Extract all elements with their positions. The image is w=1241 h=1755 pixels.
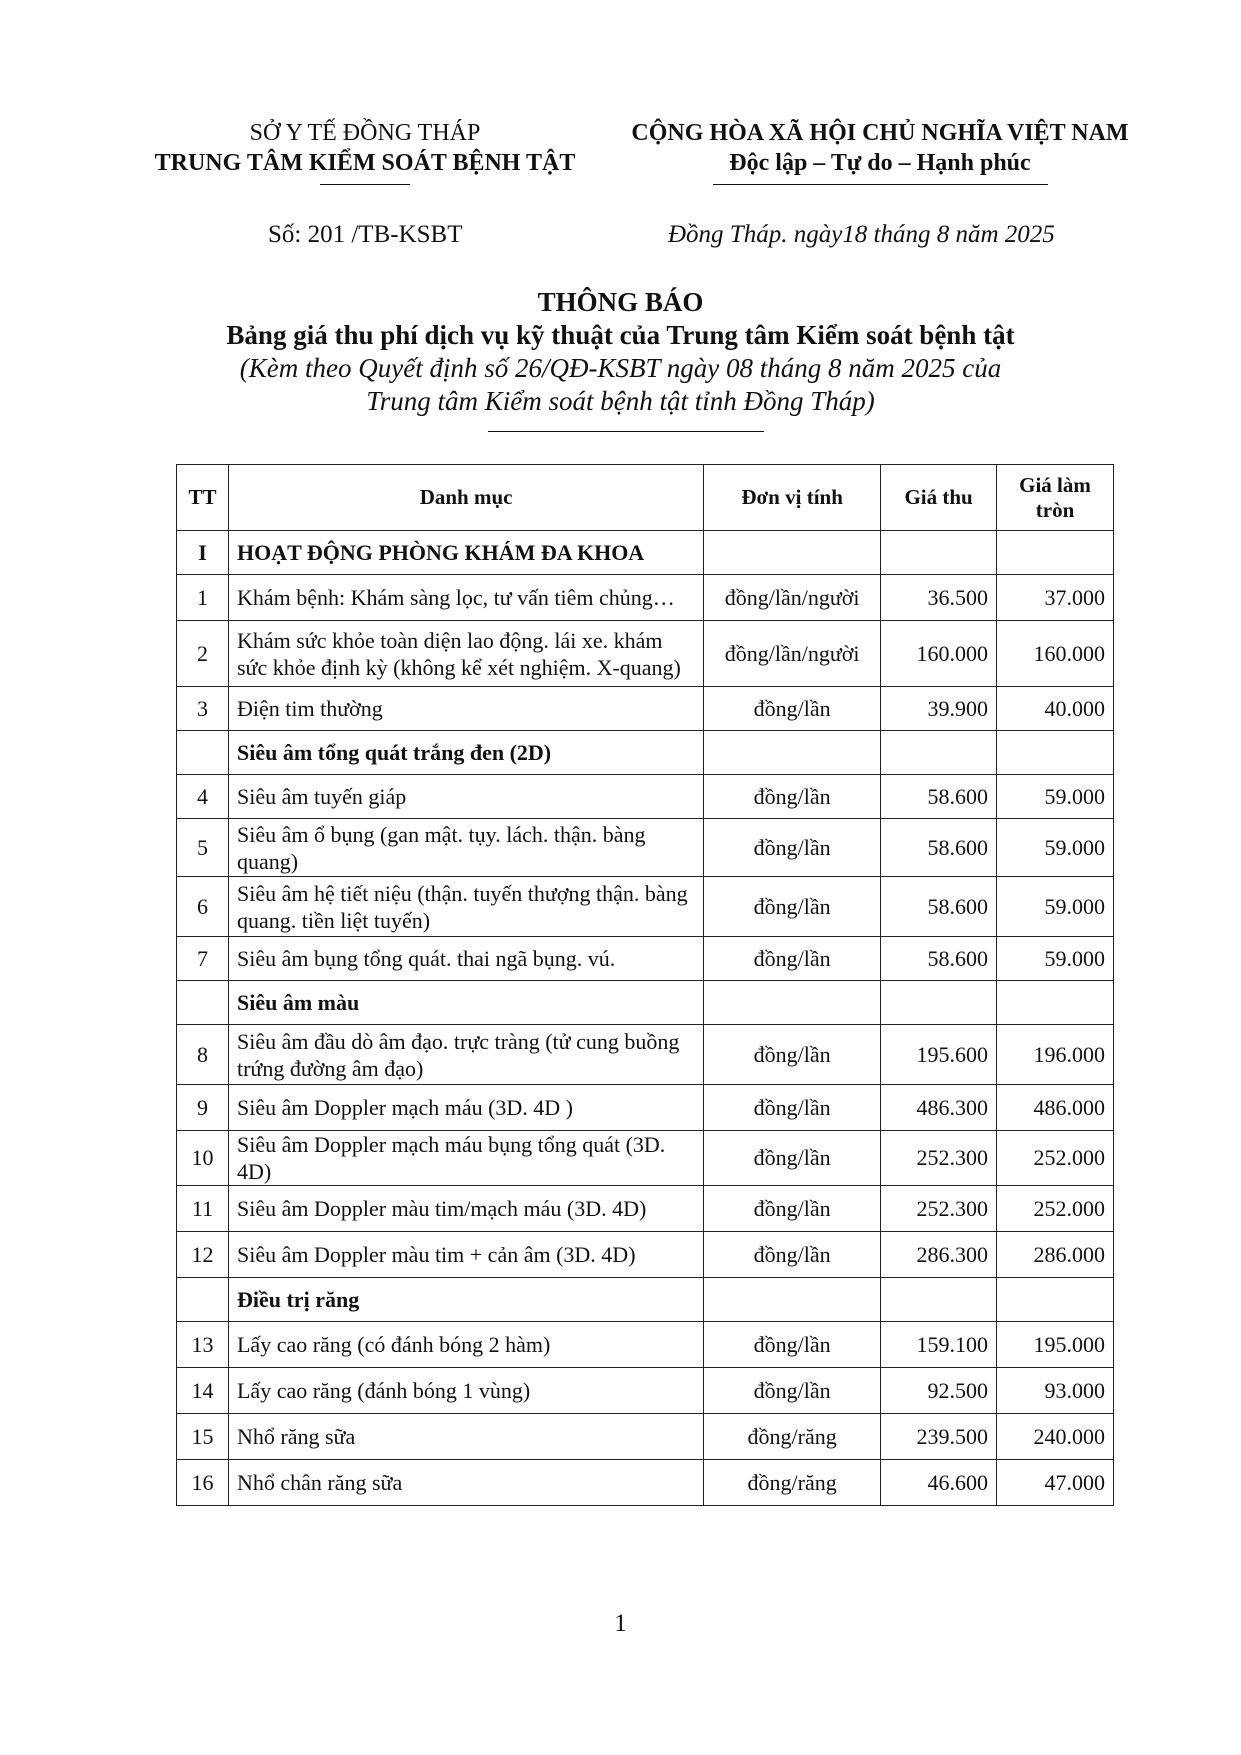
issuer-block	[130, 118, 600, 185]
cell-rounded	[997, 531, 1114, 575]
cell-unit: đồng/lần	[704, 819, 881, 877]
cell-rounded: 486.000	[997, 1085, 1114, 1131]
cell-price: 252.300	[881, 1131, 997, 1186]
cell-tt: 16	[177, 1460, 229, 1506]
cell-unit	[704, 531, 881, 575]
cell-price: 39.900	[881, 687, 997, 731]
cell-tt: 11	[177, 1186, 229, 1232]
cell-rounded: 252.000	[997, 1131, 1114, 1186]
cell-item: Siêu âm màu	[228, 981, 703, 1025]
table-row	[177, 621, 1114, 687]
cell-item: Siêu âm đầu dò âm đạo. trực tràng (tử cung buồng trứng đường âm đạo)	[228, 1025, 703, 1085]
cell-item: Nhổ chân răng sữa	[228, 1460, 703, 1506]
section-row	[177, 1278, 1114, 1322]
table-row	[177, 575, 1114, 621]
cell-tt	[177, 1278, 229, 1322]
cell-rounded: 240.000	[997, 1414, 1114, 1460]
document-number: Số: 201 /TB-KSBT	[268, 221, 463, 248]
cell-unit: đồng/lần	[704, 1232, 881, 1278]
cell-price: 286.300	[881, 1232, 997, 1278]
cell-tt: 7	[177, 937, 229, 981]
table-row	[177, 1460, 1114, 1506]
title-underline	[488, 431, 764, 432]
cell-item: Điện tim thường	[228, 687, 703, 731]
cell-tt: 1	[177, 575, 229, 621]
cell-tt: 12	[177, 1232, 229, 1278]
cell-unit: đồng/lần	[704, 1322, 881, 1368]
section-row	[177, 981, 1114, 1025]
cell-rounded: 59.000	[997, 877, 1114, 937]
table-row	[177, 1131, 1114, 1186]
cell-item: Siêu âm Doppler mạch máu (3D. 4D )	[228, 1085, 703, 1131]
cell-tt: 8	[177, 1025, 229, 1085]
table-row	[177, 1232, 1114, 1278]
cell-price: 58.600	[881, 937, 997, 981]
cell-unit: đồng/lần	[704, 1085, 881, 1131]
cell-unit	[704, 731, 881, 775]
cell-rounded	[997, 981, 1114, 1025]
cell-unit: đồng/lần	[704, 775, 881, 819]
cell-price	[881, 1278, 997, 1322]
table-row	[177, 1322, 1114, 1368]
table-row	[177, 1414, 1114, 1460]
column-header-unit: Đơn vị tính	[704, 465, 881, 531]
cell-item: Khám bệnh: Khám sàng lọc, tư vấn tiêm chủng…	[228, 575, 703, 621]
cell-tt: 10	[177, 1131, 229, 1186]
cell-unit: đồng/răng	[704, 1414, 881, 1460]
issuer-name: TRUNG TÂM KIỂM SOÁT BỆNH TẬT	[154, 150, 576, 176]
cell-rounded: 47.000	[997, 1460, 1114, 1506]
cell-rounded: 160.000	[997, 621, 1114, 687]
cell-unit: đồng/lần	[704, 877, 881, 937]
fee-table	[176, 464, 1114, 1506]
cell-rounded	[997, 731, 1114, 775]
cell-unit: đồng/lần	[704, 937, 881, 981]
cell-item: Siêu âm tổng quát trắng đen (2D)	[228, 731, 703, 775]
cell-item: Siêu âm Doppler màu tim + cản âm (3D. 4D)	[228, 1232, 703, 1278]
notice-title: THÔNG BÁO	[537, 287, 704, 317]
cell-item: Điều trị răng	[228, 1278, 703, 1322]
cell-price: 159.100	[881, 1322, 997, 1368]
cell-rounded: 286.000	[997, 1232, 1114, 1278]
cell-tt: 14	[177, 1368, 229, 1414]
table-row	[177, 1368, 1114, 1414]
cell-unit	[704, 1278, 881, 1322]
cell-price: 239.500	[881, 1414, 997, 1460]
table-row	[177, 775, 1114, 819]
cell-unit: đồng/răng	[704, 1460, 881, 1506]
cell-tt: 6	[177, 877, 229, 937]
cell-tt: 15	[177, 1414, 229, 1460]
cell-rounded: 59.000	[997, 775, 1114, 819]
cell-rounded: 59.000	[997, 819, 1114, 877]
notice-reference-line-2: Trung tâm Kiểm soát bệnh tật tỉnh Đồng Tháp)	[366, 386, 875, 416]
cell-unit: đồng/lần	[704, 1186, 881, 1232]
cell-item: Siêu âm ổ bụng (gan mật. tụy. lách. thận. bàng quang)	[228, 819, 703, 877]
cell-price: 195.600	[881, 1025, 997, 1085]
cell-price: 252.300	[881, 1186, 997, 1232]
table-row	[177, 877, 1114, 937]
cell-item: Khám sức khỏe toàn diện lao động. lái xe. khám sức khỏe định kỳ (không kể xét nghiệm. X-quang)	[228, 621, 703, 687]
cell-price: 92.500	[881, 1368, 997, 1414]
cell-tt	[177, 981, 229, 1025]
notice-reference-line-1: (Kèm theo Quyết định số 26/QĐ-KSBT ngày 08 tháng 8 năm 2025 của	[239, 353, 1002, 383]
cell-price: 58.600	[881, 775, 997, 819]
table-row	[177, 937, 1114, 981]
cell-price: 58.600	[881, 877, 997, 937]
cell-unit: đồng/lần	[704, 1368, 881, 1414]
cell-item: Siêu âm Doppler màu tim/mạch máu (3D. 4D)	[228, 1186, 703, 1232]
cell-tt	[177, 731, 229, 775]
cell-unit: đồng/lần	[704, 1131, 881, 1186]
cell-price	[881, 531, 997, 575]
cell-unit: đồng/lần	[704, 1025, 881, 1085]
cell-tt: I	[177, 531, 229, 575]
cell-item: Siêu âm hệ tiết niệu (thận. tuyến thượng thận. bàng quang. tiền liệt tuyến)	[228, 877, 703, 937]
cell-tt: 2	[177, 621, 229, 687]
cell-rounded: 40.000	[997, 687, 1114, 731]
cell-unit: đồng/lần	[704, 687, 881, 731]
cell-rounded	[997, 1278, 1114, 1322]
motto-underline	[713, 184, 1048, 185]
cell-unit: đồng/lần/người	[704, 575, 881, 621]
cell-tt: 5	[177, 819, 229, 877]
cell-tt: 9	[177, 1085, 229, 1131]
column-header-price: Giá thu	[881, 465, 997, 531]
column-header-rounded: Giá làm tròn	[997, 465, 1114, 531]
column-header-tt: TT	[177, 465, 229, 531]
cell-price: 46.600	[881, 1460, 997, 1506]
country-name: CỘNG HÒA XÃ HỘI CHỦ NGHĨA VIỆT NAM	[631, 120, 1129, 146]
cell-price	[881, 981, 997, 1025]
table-row	[177, 819, 1114, 877]
cell-price: 58.600	[881, 819, 997, 877]
cell-rounded: 252.000	[997, 1186, 1114, 1232]
issuer-underline	[320, 184, 410, 185]
table-header-row	[177, 465, 1114, 531]
cell-price	[881, 731, 997, 775]
cell-price: 160.000	[881, 621, 997, 687]
cell-tt: 3	[177, 687, 229, 731]
cell-rounded: 59.000	[997, 937, 1114, 981]
table-body	[177, 531, 1114, 1506]
cell-item: Siêu âm tuyến giáp	[228, 775, 703, 819]
national-motto: Độc lập – Tự do – Hạnh phúc	[729, 150, 1031, 176]
cell-price: 486.300	[881, 1085, 997, 1131]
cell-tt: 4	[177, 775, 229, 819]
cell-unit: đồng/lần/người	[704, 621, 881, 687]
cell-tt: 13	[177, 1322, 229, 1368]
section-row	[177, 731, 1114, 775]
table-row	[177, 1085, 1114, 1131]
page-number: 1	[614, 1610, 627, 1637]
section-row	[177, 531, 1114, 575]
cell-rounded: 195.000	[997, 1322, 1114, 1368]
national-header	[610, 118, 1150, 185]
cell-rounded: 37.000	[997, 575, 1114, 621]
cell-price: 36.500	[881, 575, 997, 621]
table-row	[177, 1186, 1114, 1232]
cell-item: Lấy cao răng (đánh bóng 1 vùng)	[228, 1368, 703, 1414]
cell-item: Siêu âm bụng tổng quát. thai ngã bụng. vú.	[228, 937, 703, 981]
issuer-parent: SỞ Y TẾ ĐỒNG THÁP	[249, 120, 481, 146]
table-row	[177, 1025, 1114, 1085]
cell-rounded: 196.000	[997, 1025, 1114, 1085]
table-row	[177, 687, 1114, 731]
cell-item: Lấy cao răng (có đánh bóng 2 hàm)	[228, 1322, 703, 1368]
cell-item: Siêu âm Doppler mạch máu bụng tổng quát (3D. 4D)	[228, 1131, 703, 1186]
cell-item: Nhổ răng sữa	[228, 1414, 703, 1460]
cell-item: HOẠT ĐỘNG PHÒNG KHÁM ĐA KHOA	[228, 531, 703, 575]
document-place-date: Đồng Tháp. ngày18 tháng 8 năm 2025	[668, 221, 1055, 248]
notice-subtitle: Bảng giá thu phí dịch vụ kỹ thuật của Trung tâm Kiểm soát bệnh tật	[226, 320, 1015, 350]
cell-rounded: 93.000	[997, 1368, 1114, 1414]
cell-unit	[704, 981, 881, 1025]
column-header-item: Danh mục	[228, 465, 703, 531]
